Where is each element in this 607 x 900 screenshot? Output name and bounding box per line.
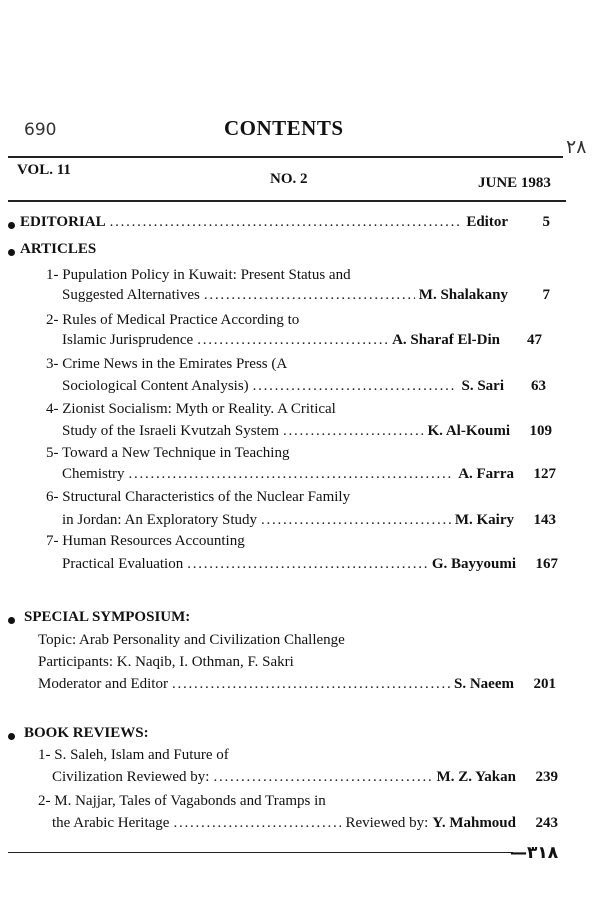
- symposium-label: SPECIAL SYMPOSIUM:: [24, 609, 191, 625]
- header-rule: [8, 200, 566, 202]
- leader-dots: [187, 556, 428, 573]
- toc-entry-article-1: [62, 287, 550, 304]
- issue-number: NO. 2: [270, 171, 308, 187]
- article-3-author: S. Sari: [461, 378, 504, 394]
- article-4-page: 109: [529, 423, 552, 439]
- article-5-title-line2: Chemistry: [62, 466, 125, 482]
- footer-page-number: —٣١٨: [510, 843, 559, 863]
- handwritten-note-right: ٢٨: [566, 136, 587, 158]
- article-3-page: 63: [531, 378, 546, 394]
- article-4-author: K. Al-Koumi: [427, 423, 510, 439]
- article-7-author: G. Bayyoumi: [431, 556, 516, 572]
- symposium-moderator-label: Moderator and Editor: [38, 676, 168, 692]
- article-4-title-line1: 4- Zionist Socialism: Myth or Reality. A Critical: [46, 401, 336, 417]
- article-3-title-line1: 3- Crime News in the Emirates Press (A: [46, 356, 288, 372]
- article-7-title-line2: Practical Evaluation: [62, 556, 184, 572]
- article-2-title-line2: Islamic Jurisprudence: [62, 332, 194, 348]
- bullet-articles: [8, 249, 15, 256]
- leader-dots: [129, 466, 455, 483]
- article-5-title-line1: 5- Toward a New Technique in Teaching: [46, 445, 290, 461]
- page-title: CONTENTS: [224, 116, 344, 140]
- top-rule: [8, 156, 563, 158]
- toc-entry-article-2: [62, 332, 542, 349]
- article-2-author: A. Sharaf El-Din: [392, 332, 500, 348]
- article-6-page: 143: [533, 512, 556, 528]
- review-1-page: 239: [535, 769, 558, 785]
- leader-dots: [213, 769, 432, 786]
- toc-entry-article-5: [62, 466, 556, 483]
- article-6-title-line2: in Jordan: An Exploratory Study: [62, 512, 257, 528]
- articles-label: ARTICLES: [20, 241, 97, 257]
- article-1-title-line1: 1- Pupulation Policy in Kuwait: Present Status and: [46, 267, 351, 283]
- leader-dots: [197, 332, 388, 349]
- footer-rule: [8, 852, 513, 853]
- article-7-page: 167: [535, 556, 558, 572]
- article-3-title-line2: Sociological Content Analysis): [62, 378, 249, 394]
- review-2-reviewed-by: Reviewed by:: [345, 815, 429, 831]
- issue-date: JUNE 1983: [478, 175, 551, 191]
- leader-dots: [253, 378, 458, 395]
- review-2-title-line2: the Arabic Heritage: [52, 815, 170, 831]
- review-2-title-line1: 2- M. Najjar, Tales of Vagabonds and Tramps in: [38, 793, 326, 809]
- toc-entry-review-2: [52, 815, 558, 832]
- volume-label: VOL. 11: [17, 162, 71, 178]
- review-1-title-line2: Civilization Reviewed by:: [52, 769, 210, 785]
- article-6-title-line1: 6- Structural Characteristics of the Nuclear Family: [46, 489, 351, 505]
- editorial-label: EDITORIAL: [20, 214, 106, 230]
- leader-dots: [283, 423, 423, 440]
- book-reviews-label: BOOK REVIEWS:: [24, 725, 149, 741]
- article-2-page: 47: [527, 332, 542, 348]
- leader-dots: [173, 815, 341, 832]
- bullet-editorial: [8, 222, 15, 229]
- leader-dots: [261, 512, 451, 529]
- toc-entry-symposium: [38, 676, 556, 693]
- article-1-author: M. Shalakany: [418, 287, 508, 303]
- article-5-page: 127: [533, 466, 556, 482]
- article-1-title-line2: Suggested Alternatives: [62, 287, 200, 303]
- article-7-title-line1: 7- Human Resources Accounting: [46, 533, 245, 549]
- symposium-page: 201: [533, 676, 556, 692]
- toc-entry-review-1: [52, 769, 558, 786]
- article-5-author: A. Farra: [458, 466, 514, 482]
- review-1-author: M. Z. Yakan: [436, 769, 516, 785]
- bullet-symposium: [8, 617, 15, 624]
- editorial-author: Editor: [466, 214, 508, 230]
- article-4-title-line2: Study of the Israeli Kvutzah System: [62, 423, 280, 439]
- editorial-page: 5: [542, 214, 550, 230]
- review-2-author: Y. Mahmoud: [432, 815, 516, 831]
- toc-entry-editorial: [20, 214, 550, 231]
- article-6-author: M. Kairy: [454, 512, 514, 528]
- leader-dots: [110, 214, 463, 231]
- toc-entry-article-3: [62, 378, 546, 395]
- article-1-page: 7: [542, 287, 550, 303]
- toc-entry-article-7: [62, 556, 558, 573]
- review-2-page: 243: [535, 815, 558, 831]
- handwritten-note-left: 690: [24, 120, 57, 140]
- symposium-participants: Participants: K. Naqib, I. Othman, F. Sakri: [38, 654, 294, 670]
- toc-entry-article-4: [62, 423, 552, 440]
- leader-dots: [204, 287, 415, 304]
- toc-entry-article-6: [62, 512, 556, 529]
- symposium-author: S. Naeem: [454, 676, 514, 692]
- symposium-topic: Topic: Arab Personality and Civilization Challenge: [38, 632, 345, 648]
- article-2-title-line1: 2- Rules of Medical Practice According to: [46, 312, 300, 328]
- bullet-book-reviews: [8, 733, 15, 740]
- review-1-title-line1: 1- S. Saleh, Islam and Future of: [38, 747, 229, 763]
- leader-dots: [172, 676, 450, 693]
